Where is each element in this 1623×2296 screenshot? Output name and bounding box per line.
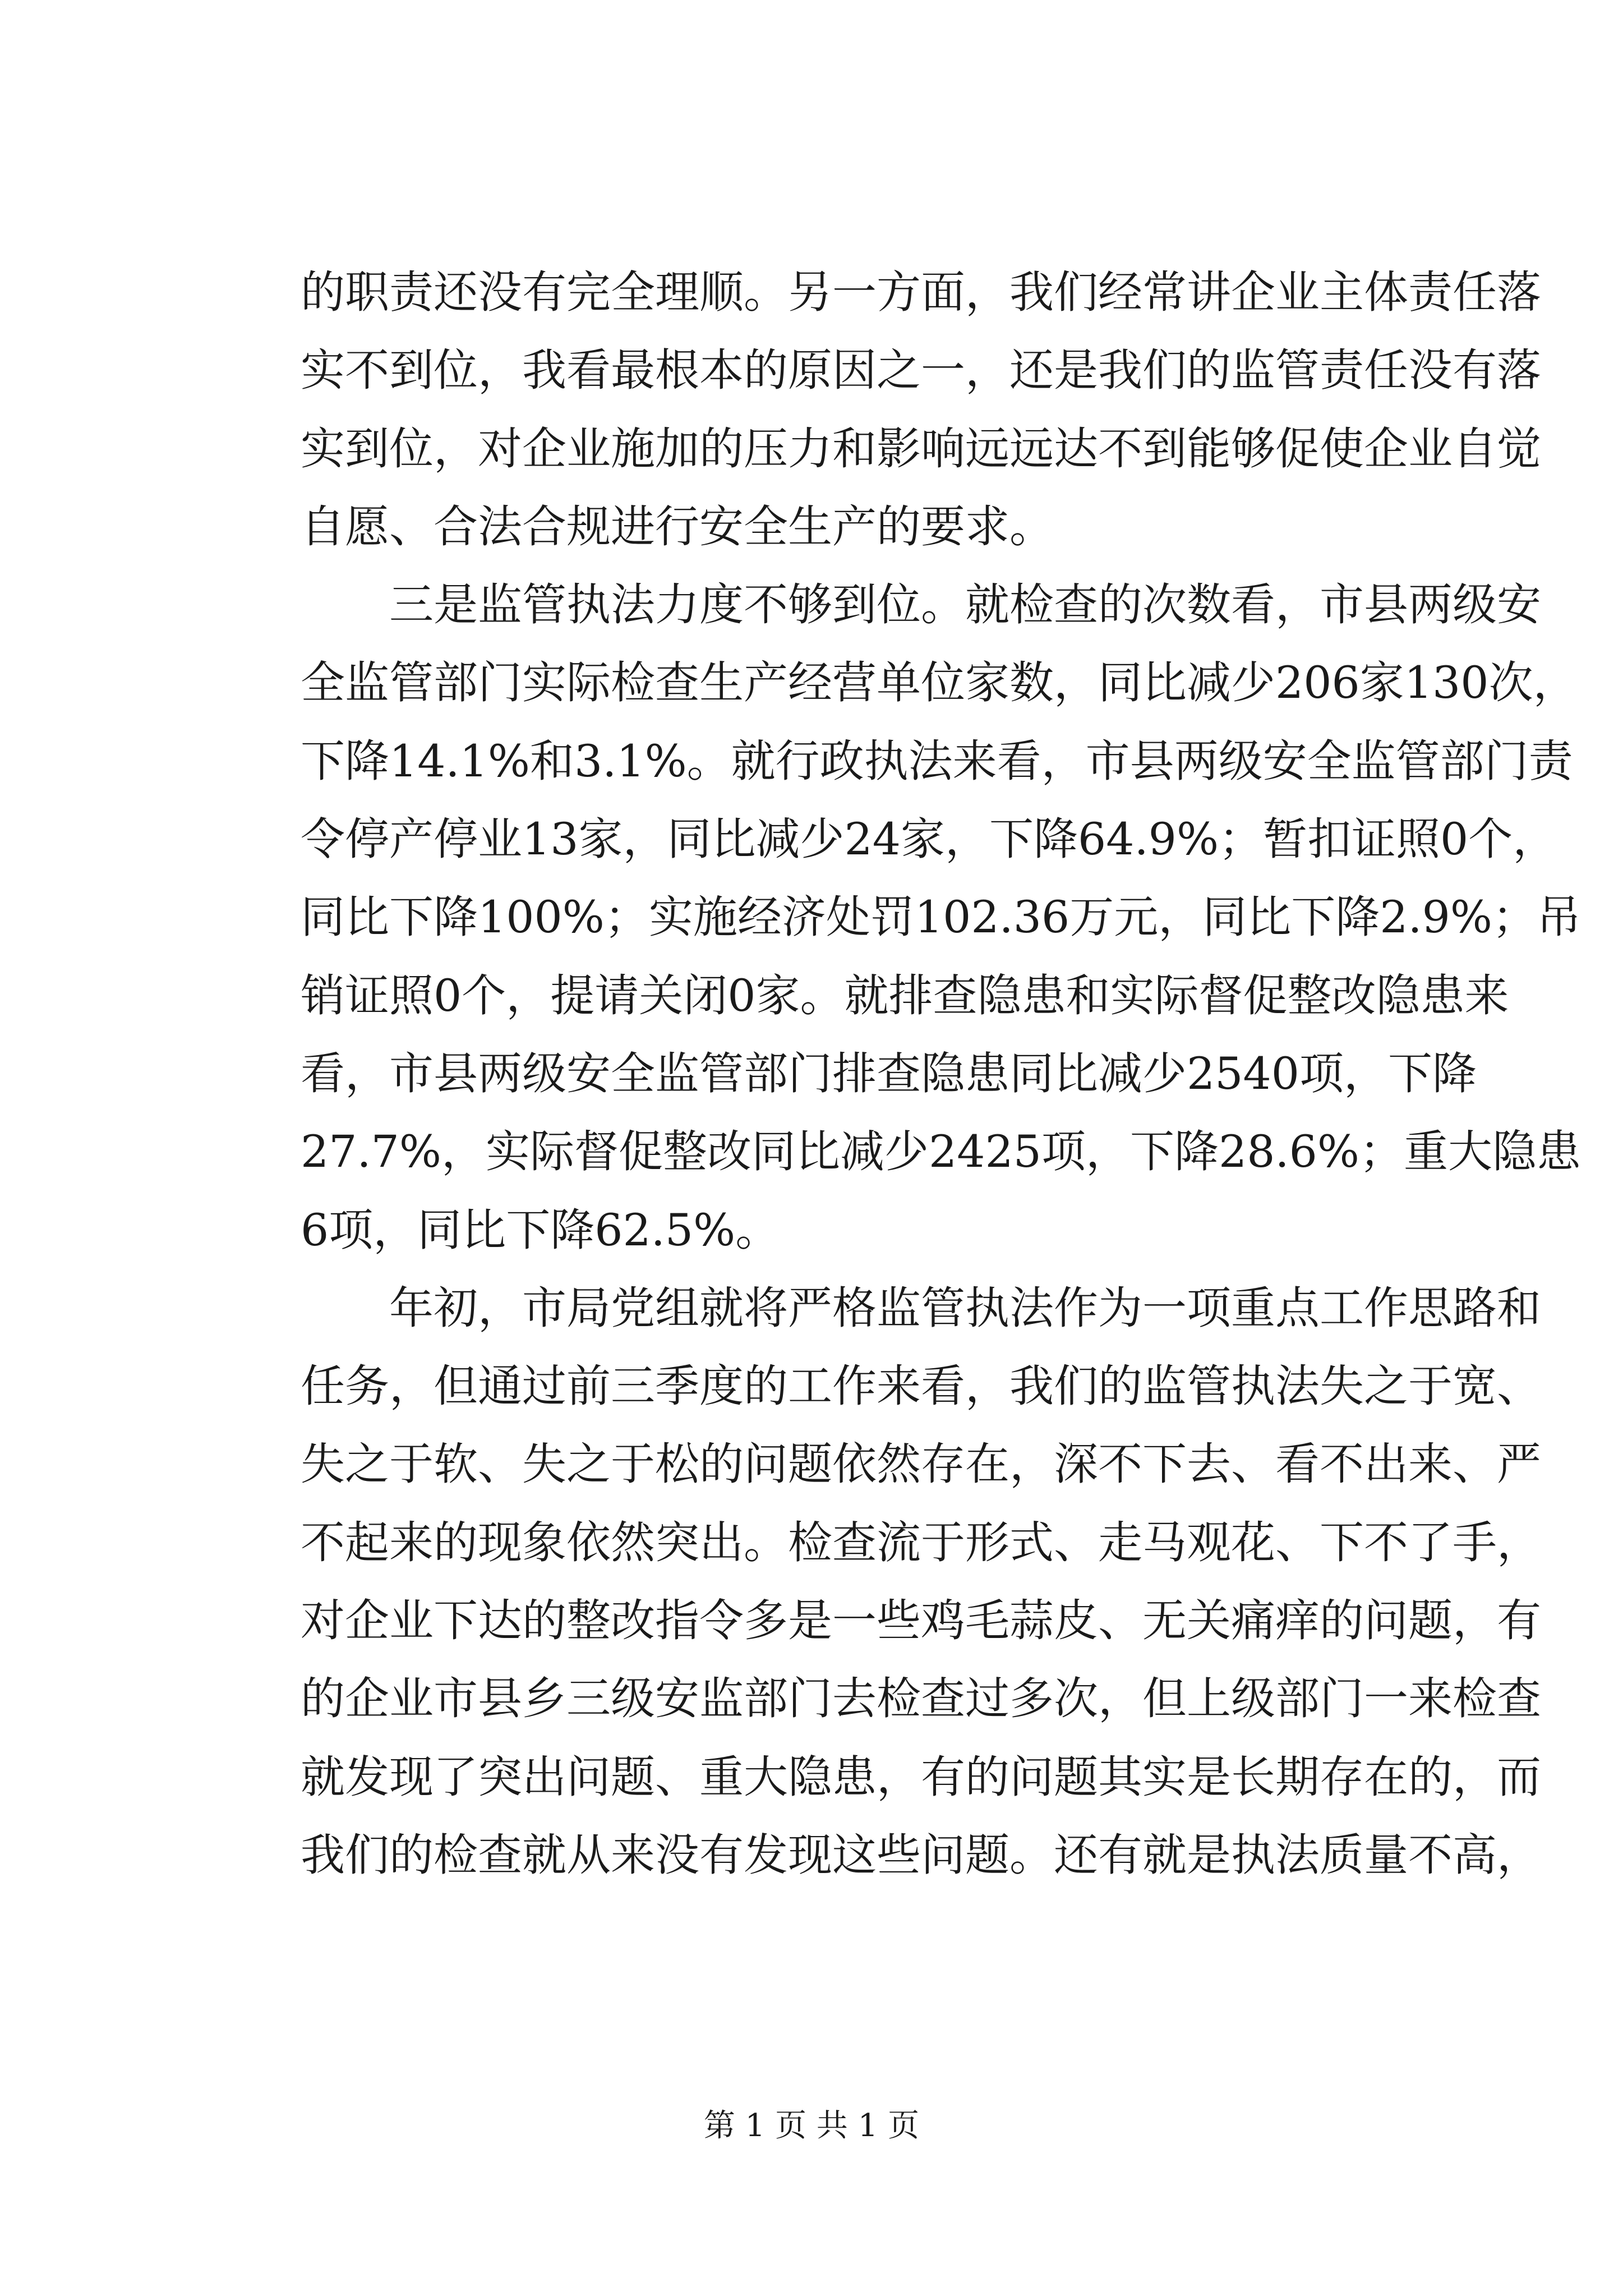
text-line: 令停产停业13家，同比减少24家，下降64.9%；暂扣证照0个， <box>301 813 1557 866</box>
page-footer: 第 1 页 共 1 页 <box>703 2108 920 2144</box>
text-line: 任务，但通过前三季度的工作来看，我们的监管执法失之于宽、 <box>301 1360 1541 1412</box>
text-line: 实不到位，我看最根本的原因之一，还是我们的监管责任没有落 <box>301 344 1541 397</box>
text-line: 27.7%，实际督促整改同比减少2425项，下降28.6%；重大隐患 <box>301 1126 1581 1178</box>
text-line: 全监管部门实际检查生产经营单位家数，同比减少206家130次， <box>301 657 1578 709</box>
text-line: 的职责还没有完全理顺。另一方面，我们经常讲企业主体责任落 <box>301 266 1541 318</box>
text-line: 就发现了突出问题、重大隐患，有的问题其实是长期存在的，而 <box>301 1751 1541 1803</box>
body-text <box>301 254 1581 1894</box>
text-line: 我们的检查就从来没有发现这些问题。还有就是执法质量不高， <box>301 1829 1541 1881</box>
text-line: 对企业下达的整改指令多是一些鸡毛蒜皮、无关痛痒的问题，有 <box>301 1595 1541 1647</box>
text-line: 同比下降100%；实施经济处罚102.36万元，同比下降2.9%；吊 <box>301 891 1581 944</box>
text-line: 销证照0个，提请关闭0家。就排查隐患和实际督促整改隐患来 <box>301 969 1509 1022</box>
text-line: 6项，同比下降62.5%。 <box>301 1204 780 1256</box>
text-line: 自愿、合法合规进行安全生产的要求。 <box>301 500 1054 553</box>
text-line: 下降14.1%和3.1%。就行政执法来看，市县两级安全监管部门责 <box>301 735 1573 787</box>
text-line: 失之于软、失之于松的问题依然存在，深不下去、看不出来、严 <box>301 1438 1541 1490</box>
text-line: 看，市县两级安全监管部门排查隐患同比减少2540项，下降 <box>301 1047 1477 1099</box>
text-line: 三是监管执法力度不够到位。就检查的次数看，市县两级安 <box>389 579 1541 631</box>
text-line: 实到位，对企业施加的压力和影响远远达不到能够促使企业自觉 <box>301 422 1541 475</box>
text-line: 的企业市县乡三级安监部门去检查过多次，但上级部门一来检查 <box>301 1673 1541 1725</box>
text-line: 年初，市局党组就将严格监管执法作为一项重点工作思路和 <box>389 1282 1541 1334</box>
text-line: 不起来的现象依然突出。检查流于形式、走马观花、下不了手， <box>301 1516 1541 1568</box>
